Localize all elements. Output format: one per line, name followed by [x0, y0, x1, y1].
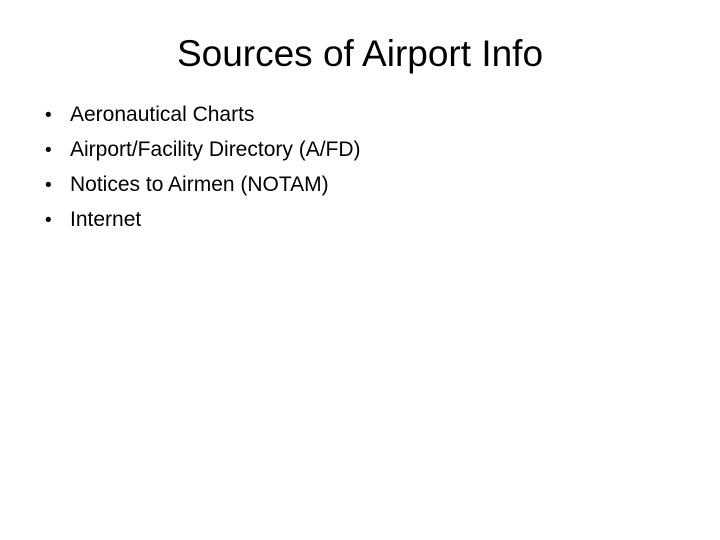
bullet-item-internet [45, 203, 361, 238]
bullet-item-aeronautical-charts [45, 98, 361, 133]
bullet-icon: • [45, 210, 52, 231]
bullet-text: Airport/Facility Directory (A/FD) [70, 138, 361, 161]
bullet-icon: • [45, 175, 52, 196]
bullet-icon: • [45, 140, 52, 161]
bullet-text: Aeronautical Charts [70, 103, 255, 126]
bullet-item-notam [45, 168, 361, 203]
slide-title: Sources of Airport Info [176, 33, 544, 74]
bullet-list [45, 98, 361, 238]
bullet-text: Notices to Airmen (NOTAM) [70, 173, 329, 196]
bullet-icon: • [45, 105, 52, 126]
bullet-text: Internet [70, 208, 142, 231]
bullet-item-airport-facility-directory [45, 133, 361, 168]
